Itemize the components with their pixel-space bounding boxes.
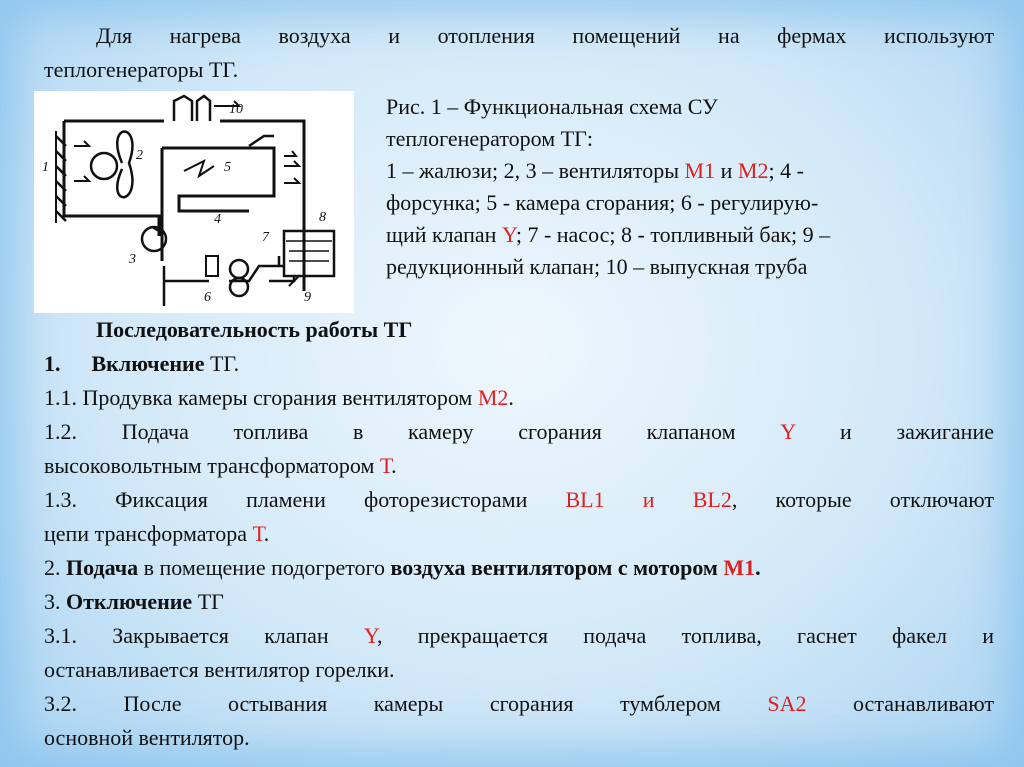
step-3-2-line-1: 3.2. После остывания камеры сгорания тумблером SA2 останавливают — [44, 691, 994, 716]
label-3: 3 — [129, 252, 136, 267]
step-3: 3. Отключение ТГ — [44, 589, 224, 614]
caption-text: 1 – жалюзи; 2, 3 – вентиляторы — [386, 158, 685, 183]
step-title: Включение — [91, 351, 205, 376]
label-8: 8 — [319, 210, 326, 225]
caption-line-5 — [386, 219, 970, 251]
caption-m2: М2 — [737, 158, 769, 183]
intro-line-2: теплогенераторы ТГ. — [44, 57, 239, 82]
caption-line-1: Рис. 1 – Функциональная схема СУ — [386, 94, 718, 119]
caption-text: ; 7 - насос; 8 - топливный бак; 9 – — [515, 222, 831, 247]
caption-y: Y — [501, 222, 516, 247]
label-10: 10 — [229, 102, 243, 117]
caption-m1: М1 — [684, 158, 716, 183]
label-4: 4 — [214, 212, 221, 227]
label-6: 6 — [204, 290, 211, 305]
step-3-1-line-2: останавливается вентилятор горелки. — [44, 657, 395, 682]
step-3-2-line-2: основной вентилятор. — [44, 725, 250, 750]
label-7: 7 — [262, 230, 269, 245]
diagram-svg — [34, 91, 354, 313]
caption-text: ; 4 - — [768, 158, 804, 183]
step-number: 1. — [44, 351, 61, 376]
caption-line-3 — [386, 155, 970, 187]
label-5: 5 — [224, 160, 231, 175]
intro-line-1: Для нагрева воздуха и отопления помещений на фермах используют — [96, 23, 994, 48]
caption-line-2: теплогенератором ТГ: — [386, 126, 593, 151]
step-1-2-line-1: 1.2. Подача топлива в камеру сгорания клапаном Y и зажигание — [44, 419, 994, 444]
caption-text: щий клапан — [386, 222, 502, 247]
step-1-2-line-2: высоковольтным трансформатором Т. — [44, 453, 397, 478]
label-2: 2 — [136, 148, 143, 163]
functional-diagram — [34, 91, 354, 313]
step-1-3-line-1: 1.3. Фиксация пламени фоторезисторами BL1 и BL2, которые отключают — [44, 487, 994, 512]
step-1-1: 1.1. Продувка камеры сгорания вентилятором М2. — [44, 385, 514, 410]
caption-line-6: редукционный клапан; 10 – выпускная труба — [386, 254, 808, 279]
caption-text: и — [715, 158, 738, 183]
step-1 — [44, 347, 239, 381]
step-3-1-line-1: 3.1. Закрывается клапан Y, прекращается подача топлива, гаснет факел и — [44, 623, 994, 648]
figure-caption — [386, 91, 970, 283]
sequence-heading: Последовательность работы ТГ — [96, 317, 413, 342]
label-1: 1 — [42, 160, 49, 175]
step-2: 2. Подача в помещение подогретого воздуха вентилятором с мотором М1. — [44, 555, 761, 580]
step-text: ТГ. — [204, 351, 240, 376]
label-9: 9 — [304, 290, 311, 305]
step-1-3-line-2: цепи трансформатора Т. — [44, 521, 270, 546]
caption-line-4: форсунка; 5 - камера сгорания; 6 - регулирую- — [386, 190, 819, 215]
